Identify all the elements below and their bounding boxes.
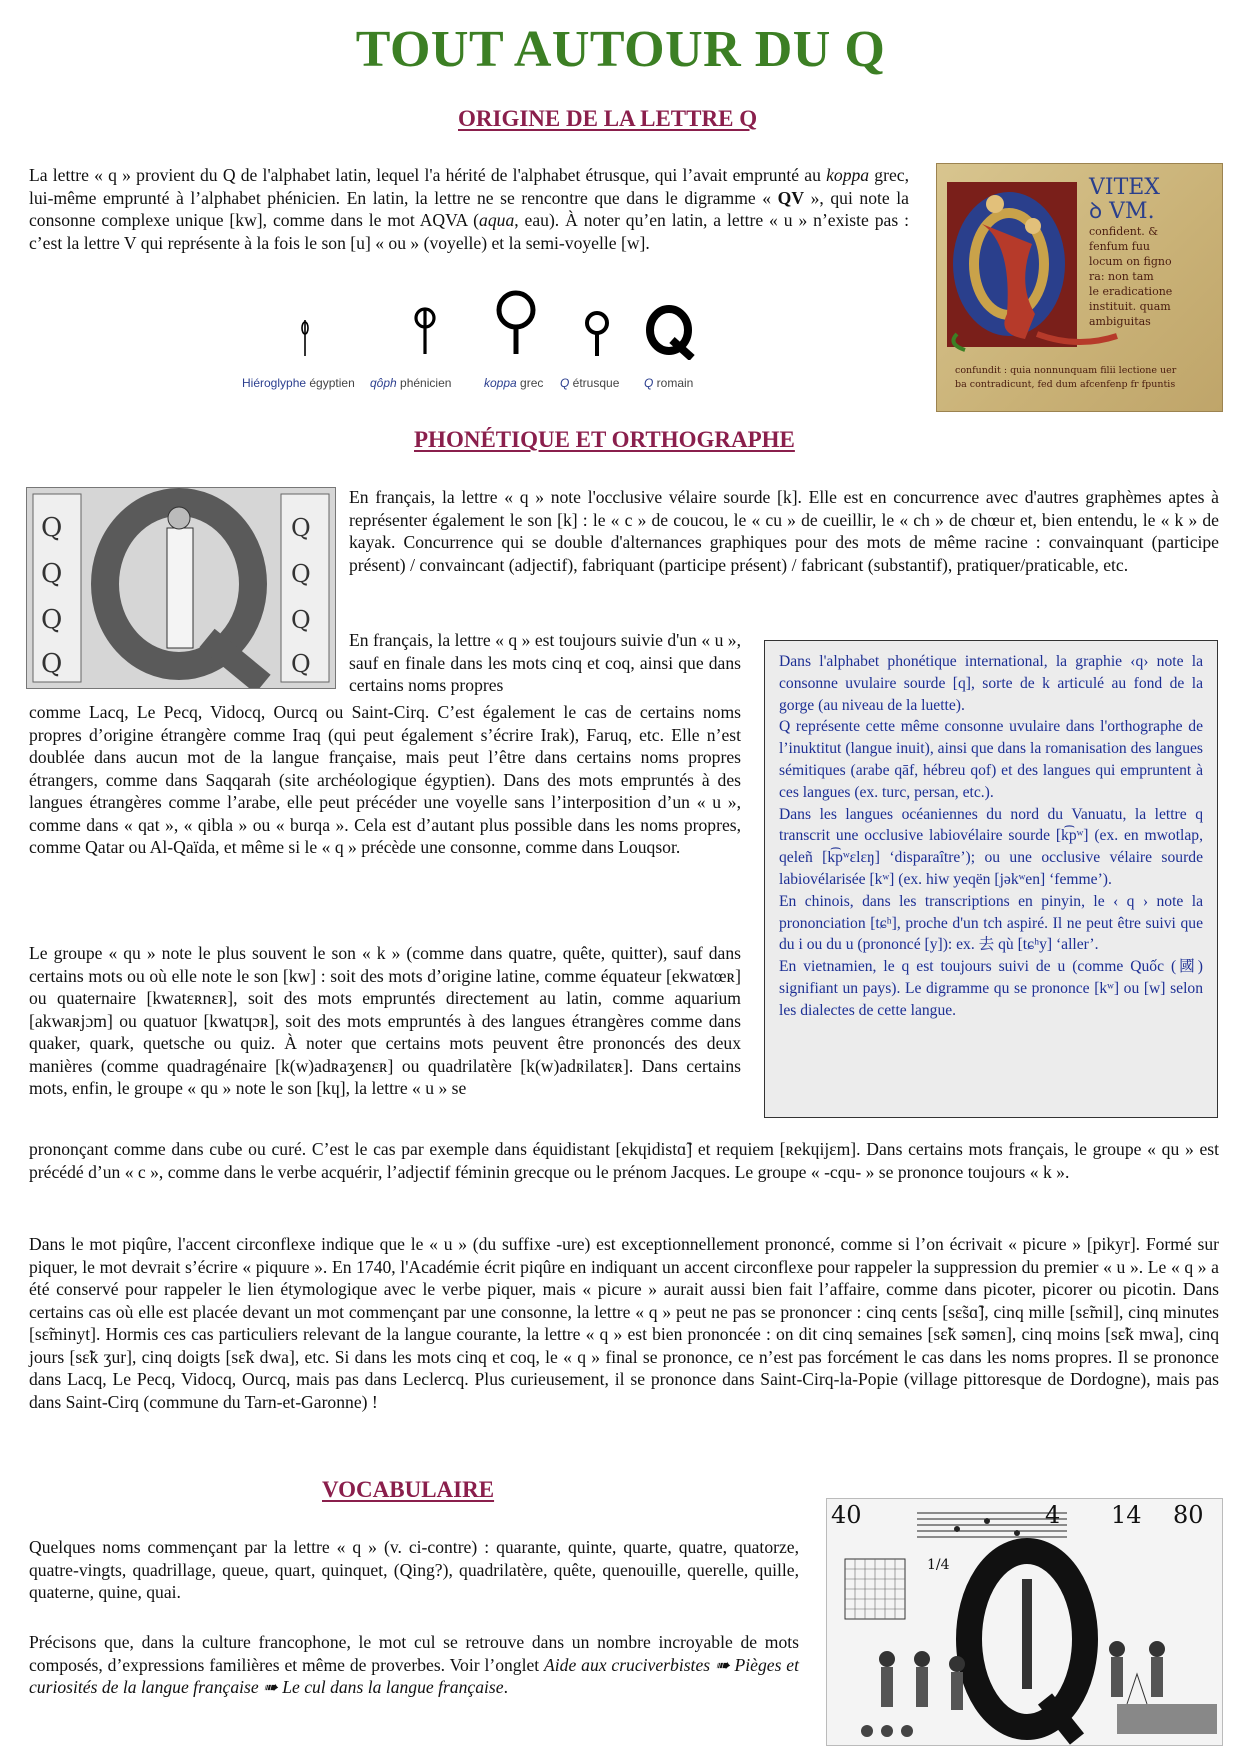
manuscript-line: ambiguitas <box>1089 315 1151 328</box>
caption-qoph: qôph phénicien <box>370 376 452 390</box>
paragraph-phonetique-1: En français, la lettre « q » note l'occlusive vélaire sourde [k]. Elle est en concurrence avec d'autres graphèmes aptes à représenter également le son [k] : le « c » de coucou, le « cu » de cueillir, le « ch » de chœur et, bien entendu, le « k » de kayak. Concurrence qui se double d'alternances graphiques pour des mots de même racine : convainquant (participe présent) / convaincant (adjectif), fabriquant (participe présent) / fabricant (substantif), pratiquer/praticable, etc. <box>349 487 1219 575</box>
paragraph-vocabulaire-2: Précisons que, dans la culture francophone, le mot cul se retrouve dans un nombre incroyable de mots composés, d’expressions familières et même de proverbes. Voir l’onglet Aide aux cruciverbistes ➠ Pièges et curiosités de la langue française ➠ Le cul dans la langue française. <box>29 1632 800 1697</box>
paragraph-vocabulaire-1: Quelques noms commençant par la lettre « q » (v. ci-contre) : quarante, quinte, quarte, quatre, quatorze, quatre-vingts, quadrillage, queue, quart, quinquet, (Qing?), quadrilatère, quête, quenouille, querelle, quille, quaterne, quine, quai. <box>29 1537 799 1602</box>
qoph-icon <box>412 306 438 356</box>
manuscript-line: ra: non tam <box>1089 270 1154 283</box>
manuscript-footer <box>955 364 1215 392</box>
manuscript-line: le eradicatione <box>1089 285 1173 298</box>
manuscript-footer-line: ba contradicunt, fed dum afcenfenp fr fpuntis <box>955 379 1176 390</box>
paragraph-origine: La lettre « q » provient du Q de l'alphabet latin, lequel l'a hérité de l'alphabet étrusque, qui l’avait emprunté au koppa grec, lui-même emprunté à l’alphabet phénicien. En latin, la lettre ne se rencontre que dans le digramme « QV », qui note la consonne complexe unique [kw], comme dans le mot AQVA (aqua, eau). À noter qu’en latin, a lettre « u » n’existe pas : c’est la lettre V qui représente à la fois le son [u] « ou » (voyelle) et la semi-voyelle [w]. <box>29 165 909 253</box>
number-label: 14 <box>1111 1501 1142 1529</box>
info-sidebar <box>764 640 1218 1118</box>
fraction-label: 1/4 <box>927 1557 950 1573</box>
hieroglyph-icon <box>300 320 310 356</box>
manuscript-text <box>1089 176 1219 329</box>
engraving-q-image <box>26 487 336 689</box>
q-evolution-figure <box>240 288 710 388</box>
number-label: 80 <box>1173 1501 1204 1529</box>
page-title: TOUT AUTOUR DU Q <box>355 21 886 78</box>
paragraph-phonetique-4: Dans le mot piqûre, l'accent circonflexe indique que le « u » (du suffixe -ure) est exceptionnellement prononcé, comme si l’on écrivait « picure » [pikyr]. Formé sur piquer, le mot devrait s’écrire « piquure ». En 1740, l'Académie écrit piqûre en indiquant un accent circonflexe pour rappeler la suppression du premier « u ». Le « q » a été conservé pour rappeler le lien étymologique avec le verbe piquer, mais « picure » aurait aussi bien fait l’affaire, comme dans picoter, picorer ou picotin. Dans certains cas où elle est placée devant un mot commençant par une consonne, la lettre « q » peut ne pas se prononcer : cinq cents [sɛ̃sɑ̃], cinq mille [sɛ̃mil], cinq minutes [sɛ̃minyt]. Hormis ces cas particuliers relevant de la langue courante, la lettre « q » est bien prononcée : on dit cinq semaines [sɛ̃k səmɛn], cinq moins [sɛ̃k mwa], cinq jours [sɛ̃k ʒur], cinq doigts [sɛ̃k dwa], etc. Si dans les mots cinq et coq, le « q » final se prononce, ce n’est pas forcément le cas dans les noms propres. Il se prononce dans Lacq, Le Pecq, Vidocq, Ourcq, mais pas dans Leclercq. Plus curieusement, il se prononce dans Saint-Cirq-la-Popie (village pittoresque de Dordogne), mais pas dans Saint-Cirq (commune du Tarn-et-Garonne) ! <box>29 1234 1219 1412</box>
heading-vocabulaire: VOCABULAIRE <box>322 1477 495 1502</box>
svg-text:Q: Q <box>291 560 311 588</box>
svg-text:Q: Q <box>41 649 63 679</box>
manuscript-line: confident. & <box>1089 225 1159 238</box>
svg-text:Q: Q <box>291 514 311 542</box>
engraving-q-drawing <box>27 488 335 688</box>
koppa-icon <box>494 290 538 356</box>
caption-hieroglyphe: Hiéroglyphe égyptien <box>242 376 355 390</box>
svg-text:Q: Q <box>41 605 63 635</box>
vocabulary-q-illustration <box>826 1498 1223 1746</box>
illuminated-q-image <box>936 163 1223 412</box>
heading-origine: ORIGINE DE LA LETTRE Q <box>458 106 758 131</box>
svg-text:Q: Q <box>291 650 311 678</box>
svg-text:Q: Q <box>41 513 63 543</box>
paragraph-phonetique-2a: En français, la lettre « q » est toujours suivie d'un « u », sauf en finale dans les mots cinq et coq, ainsi que dans certains noms propres <box>349 630 741 695</box>
manuscript-line: instituit. quam <box>1089 300 1171 313</box>
sidebar-paragraph: En vietnamien, le q est toujours suivi de u (comme Quốc (國) signifiant un pays). Le digramme qu se prononce [kʷ] ou [w] selon les dialectes de cette langue. <box>779 958 1203 1019</box>
manuscript-footer-line: confundit : quia nonnunquam filii lectione uer <box>955 365 1177 376</box>
q-romain-icon <box>644 304 698 360</box>
caption-romain: Q romain <box>644 376 694 390</box>
paragraph-phonetique-3a: Le groupe « qu » note le plus souvent le son « k » (comme dans quatre, quête, quitter), sauf dans certains mots ou où elle note le son [kw] : soit des mots d’origine latine, comme équateur [ekwatœʀ] ou quaternaire [kwatɛʀnɛʀ], soit des mots empruntés directement au latin, comme aquarium [akwaʀjɔm] ou quatuor [kwatɥɔʀ], soit des mots empruntés à des langues étrangères comme dans quaker, quark, quetsche ou quiz. À noter que certains mots peuvent être prononcés des deux manières (comme quadragénaire [k(w)adʀaʒenɛʀ] ou quadrilatère [k(w)adʀilatɛʀ]. Dans certains mots, enfin, le groupe « qu » note le son [kɥ], la lettre « u » se <box>29 943 741 1098</box>
caption-etrusque: Q étrusque <box>560 376 620 390</box>
number-label: 40 <box>831 1501 862 1529</box>
sidebar-paragraph: Q représente cette même consonne uvulaire dans l'orthographe de l’inuktitut (langue inuit), ainsi que dans la romanisation des langues sémitiques (arabe qāf, hébreu qof) et des langues qui empruntent à ces langues (ex. turc, persan, etc.). <box>779 718 1203 801</box>
svg-text:Q: Q <box>291 606 311 634</box>
paragraph-phonetique-3b: prononçant comme dans cube ou curé. C’est le cas par exemple dans équidistant [ekɥidistɑ̃] et requiem [ʀekɥijɛm]. Dans certains mots français, le groupe « qu » est précédé d’un « c », comme dans le verbe acquérir, l’adjectif féminin grecque ou le prénom Jacques. Le groupe « -cqu- » se prononce toujours « k ». <box>29 1139 1219 1182</box>
manuscript-line: VITEX <box>1089 175 1160 200</box>
sidebar-paragraph: Dans les langues océaniennes du nord du Vanuatu, la lettre q transcrit une occlusive labiovélaire sourde [k͡pʷ] (ex. en mwotlap, qeleñ [k͡pʷɛlɛŋ] ‘disparaître’); ou une occlusive vélaire sourde labiovélarisée [kʷ] (ex. hiw yeqën [jəkʷen] ‘femme’). <box>779 805 1203 888</box>
caption-koppa: koppa grec <box>484 376 544 390</box>
sidebar-paragraph: Dans l'alphabet phonétique international, la graphie ‹q› note la consonne uvulaire sourde [q], sorte de k articulé au fond de la gorge (au niveau de la luette). <box>779 653 1203 714</box>
manuscript-line: locum on figno <box>1089 255 1172 268</box>
q-etrusque-icon <box>582 310 612 356</box>
sidebar-paragraph: En chinois, dans les transcriptions en pinyin, le ‹ q › note la prononciation [tɕʰ], proche d'un tch aspiré. Il ne peut être suivi que du i ou du u (prononcé [y]): ex. 去 qù [tɕʰy] ‘aller’. <box>779 892 1203 954</box>
vocabulary-q-drawing <box>827 1499 1222 1745</box>
heading-phonetique: PHONÉTIQUE ET ORTHOGRAPHE <box>414 427 795 452</box>
svg-text:Q: Q <box>41 559 63 589</box>
paragraph-phonetique-2b: comme Lacq, Le Pecq, Vidocq, Ourcq ou Saint-Cirq. C’est également le cas de certains noms propres d’origine étrangère comme Iraq (qui peut également s’écrire Irak), Faruq, etc. Elle n’est doublée dans aucun mot de la langue française, mais peut l’être dans certains noms propres étrangers, comme dans Saqqarah (site archéologique égyptien). Dans des mots empruntés à des langues étrangères comme l’arabe, elle peut précéder une voyelle sans l’interposition d’un « u », comme dans « qat », « qibla » ou « burqa ». Cela est d’autant plus possible dans les noms propres, comme Qatar ou Al-Qaïda, et même si le « q » précède une consonne, comme dans Louqsor. <box>29 702 741 857</box>
manuscript-line: fenfum fuu <box>1089 240 1150 253</box>
manuscript-line: ꝺ VM. <box>1089 199 1155 224</box>
number-label: 4 <box>1045 1501 1061 1529</box>
